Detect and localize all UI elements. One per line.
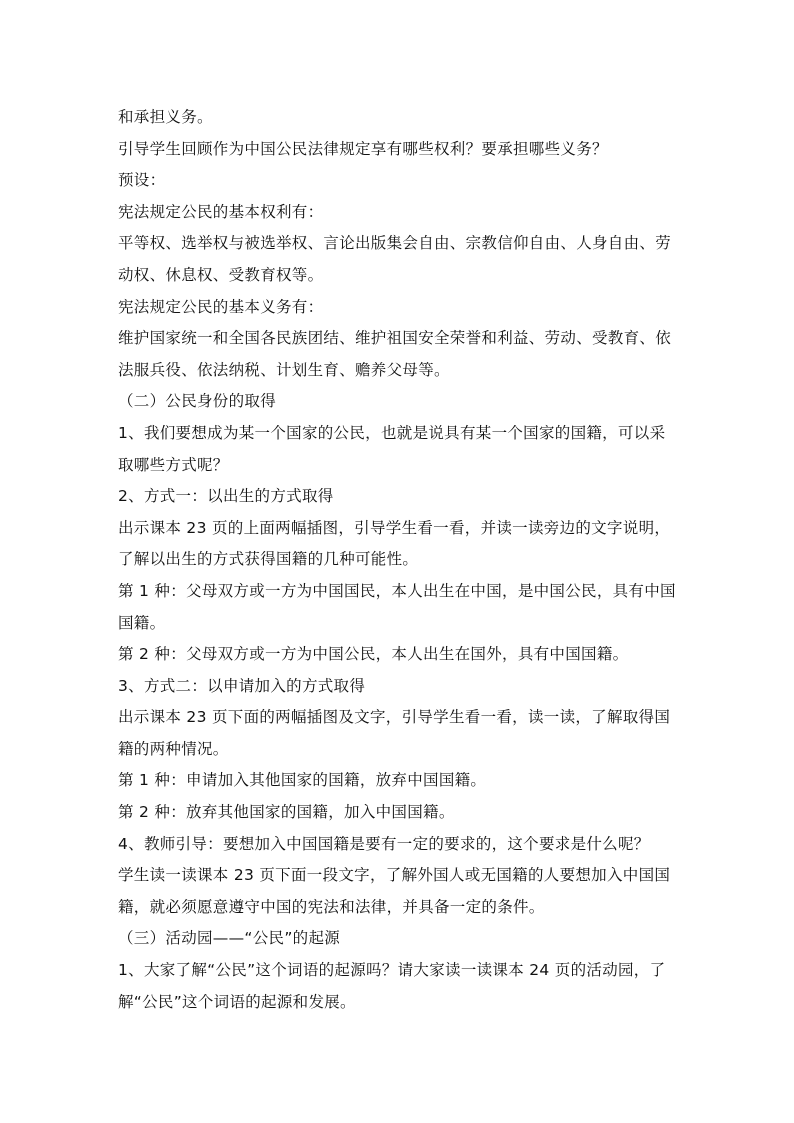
text-line: 维护国家统一和全国各民族团结、维护祖国安全荣誉和利益、劳动、受教育、依 xyxy=(118,329,672,348)
text-line: 解“公民”这个词语的起源和发展。 xyxy=(118,992,356,1011)
document-body xyxy=(118,102,678,1018)
text-line: 1、大家了解“公民”这个词语的起源吗？请大家读一读课本 24 页的活动园，了 xyxy=(118,961,666,980)
text-line: 4、教师引导：要想加入中国国籍是要有一定的要求的，这个要求是什么呢？ xyxy=(118,834,650,853)
text-line: 籍，就必须愿意遵守中国的宪法和法律，并具备一定的条件。 xyxy=(118,897,545,916)
text-line: 2、方式一：以出生的方式取得 xyxy=(118,487,334,506)
text-line: 第 2 种：父母双方或一方为中国公民，本人出生在国外，具有中国国籍。 xyxy=(118,645,629,664)
text-line: 第 2 种：放弃其他国家的国籍，加入中国国籍。 xyxy=(118,803,455,822)
text-line: 籍的两种情况。 xyxy=(118,739,229,758)
text-line: 取哪些方式呢？ xyxy=(118,455,229,474)
text-line: 了解以出生的方式获得国籍的几种可能性。 xyxy=(118,550,419,569)
text-line: 3、方式二：以申请加入的方式取得 xyxy=(118,676,366,695)
text-line: 宪法规定公民的基本义务有： xyxy=(118,297,324,316)
text-line: 学生读一读课本 23 页下面一段文字，了解外国人或无国籍的人要想加入中国国 xyxy=(118,866,671,885)
text-line: 出示课本 23 页下面的两幅插图及文字，引导学生看一看，读一读，了解取得国 xyxy=(118,708,671,727)
section-heading: （二）公民身份的取得 xyxy=(118,392,277,411)
text-line: 宪法规定公民的基本权利有： xyxy=(118,202,324,221)
text-line: 和承担义务。 xyxy=(118,108,213,126)
text-line: 1、我们要想成为某一个国家的公民，也就是说具有某一个国家的国籍，可以采 xyxy=(118,423,666,442)
text-line: 出示课本 23 页的上面两幅插图，引导学生看一看，并读一读旁边的文字说明， xyxy=(118,518,671,537)
text-line: 动权、休息权、受教育权等。 xyxy=(118,265,324,284)
text-line: 引导学生回顾作为中国公民法律规定享有哪些权利？要承担哪些义务？ xyxy=(118,139,608,158)
section-heading: （三）活动园——“公民”的起源 xyxy=(118,929,341,948)
text-line: 第 1 种：父母双方或一方为中国国民，本人出生在中国，是中国公民，具有中国 xyxy=(118,581,676,600)
text-line: 预设： xyxy=(118,171,166,190)
text-line: 平等权、选举权与被选举权、言论出版集会自由、宗教信仰自由、人身自由、劳 xyxy=(118,234,672,253)
text-line: 法服兵役、依法纳税、计划生育、赡养父母等。 xyxy=(118,360,450,379)
text-line: 国籍。 xyxy=(118,613,166,632)
text-line: 第 1 种：申请加入其他国家的国籍，放弃中国国籍。 xyxy=(118,771,487,790)
